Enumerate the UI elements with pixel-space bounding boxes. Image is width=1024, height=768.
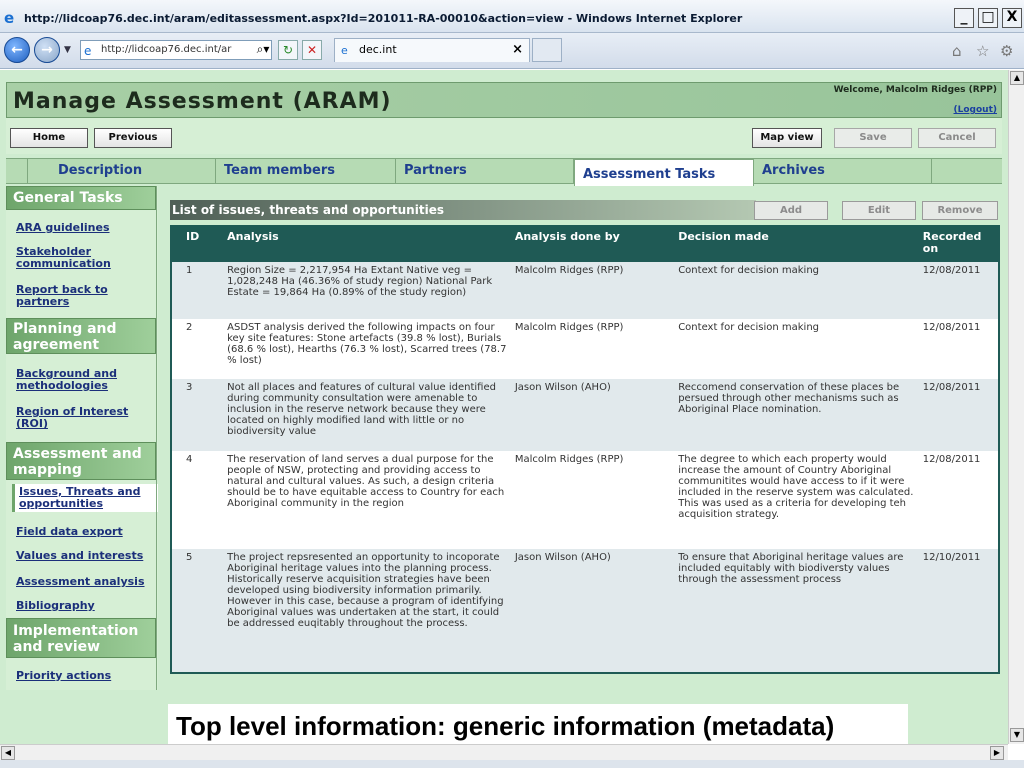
table-row[interactable] <box>171 319 999 379</box>
home-button[interactable]: Home <box>10 128 88 148</box>
scroll-right-icon[interactable]: ▶ <box>990 746 1004 760</box>
favorites-icon[interactable]: ☆ <box>976 42 990 60</box>
settings-gear-icon[interactable]: ⚙ <box>1000 42 1014 60</box>
sidebar-section-implementation: Implementation and review <box>6 618 156 658</box>
cell-analysis-by: Jason Wilson (AHO) <box>511 379 674 451</box>
cell-decision: The degree to which each property would increase the amount of Country Aboriginal communitites would have access to if it were included in the reserve system was calculated. This was used as a criteria for developing teh acquisition strategy. <box>674 451 919 549</box>
scroll-up-icon[interactable]: ▲ <box>1010 71 1024 85</box>
browser-tab[interactable] <box>334 38 530 62</box>
cell-id: 3 <box>171 379 223 451</box>
table-row[interactable] <box>171 379 999 451</box>
tab-team-members[interactable]: Team members <box>216 159 396 184</box>
scroll-left-icon[interactable]: ◀ <box>1 746 15 760</box>
edit-button[interactable]: Edit <box>842 201 916 220</box>
sidebar-link-bibliography[interactable]: Bibliography <box>16 599 95 612</box>
new-tab-button[interactable] <box>532 38 562 62</box>
window-title-bar <box>0 0 1024 33</box>
cell-analysis: Region Size = 2,217,954 Ha Extant Native veg = 1,028,248 Ha (46.36% of study region) National Park Estate = 19,864 Ha (0.89% of the study region) <box>223 262 511 319</box>
column-header-analysis: Analysis <box>223 226 511 262</box>
cell-analysis: The project repsresented an opportunity to incoporate Aboriginal heritage values into the planning process. Historically reserve acquisition strategies have been developed using biodiversity information primarily. However in this case, because a program of identifying Aboriginal values was undertaken at the start, it could be addressed euqitably throughout the process. <box>223 549 511 673</box>
action-bar <box>6 118 1002 154</box>
tab-ie-icon: e <box>341 44 348 57</box>
cell-decision: Context for decision making <box>674 262 919 319</box>
cell-decision: Context for decision making <box>674 319 919 379</box>
cell-id: 1 <box>171 262 223 319</box>
tab-label: dec.int <box>359 43 397 56</box>
sidebar-link-field-data-export[interactable]: Field data export <box>16 525 123 538</box>
ie-logo-icon: e <box>4 9 15 27</box>
tab-spacer <box>6 159 28 184</box>
cell-recorded-on: 12/08/2011 <box>919 379 999 451</box>
sidebar-link-priority-actions[interactable]: Priority actions <box>16 669 112 682</box>
cell-recorded-on: 12/08/2011 <box>919 262 999 319</box>
sidebar-section-general-tasks: General Tasks <box>6 186 156 210</box>
sidebar-section-assessment: Assessment and mapping <box>6 442 156 480</box>
sidebar <box>6 186 158 690</box>
minimize-button[interactable]: _ <box>954 8 974 28</box>
sidebar-link-region-of-interest[interactable]: Region of Interest (ROI) <box>16 405 129 430</box>
cell-recorded-on: 12/08/2011 <box>919 451 999 549</box>
list-title: List of issues, threats and opportunities <box>170 200 756 220</box>
table-row[interactable] <box>171 262 999 319</box>
close-window-button[interactable]: X <box>1002 8 1022 28</box>
table-header-row <box>171 226 999 262</box>
cell-analysis-by: Malcolm Ridges (RPP) <box>511 319 674 379</box>
search-dropdown-icon[interactable]: ⌕▾ <box>256 42 270 56</box>
window-title: http://lidcoap76.dec.int/aram/editassessment.aspx?Id=201011-RA-00010&action=view - Windows Internet Explorer <box>24 12 743 25</box>
tab-bar <box>6 158 1002 184</box>
cell-analysis: ASDST analysis derived the following impacts on four key site features: Stone artefacts (39.8 % lost), Burials (68.6 % lost), Hearths (76.3 % lost), Scarred trees (78.7 % lost) <box>223 319 511 379</box>
cancel-button[interactable]: Cancel <box>918 128 996 148</box>
scroll-down-icon[interactable]: ▼ <box>1010 728 1024 742</box>
sidebar-link-assessment-analysis[interactable]: Assessment analysis <box>16 575 145 588</box>
tab-archives[interactable]: Archives <box>754 159 932 184</box>
sidebar-divider <box>156 186 157 690</box>
page-title: Manage Assessment (ARAM) <box>13 89 392 114</box>
refresh-icon[interactable]: ↻ <box>278 40 298 60</box>
sidebar-section-planning: Planning and agreement <box>6 318 156 354</box>
cell-analysis-by: Jason Wilson (AHO) <box>511 549 674 673</box>
horizontal-scrollbar[interactable] <box>0 744 1008 760</box>
table-row[interactable] <box>171 451 999 549</box>
sidebar-link-background[interactable]: Background and methodologies <box>16 367 117 392</box>
logout-link[interactable]: (Logout) <box>953 105 997 115</box>
map-view-button[interactable]: Map view <box>752 128 822 148</box>
cell-analysis-by: Malcolm Ridges (RPP) <box>511 451 674 549</box>
cell-analysis: The reservation of land serves a dual purpose for the people of NSW, protecting and providing access to natural and cultural values. As such, a design criteria should be to have equitable access to Country for each Aboriginal community in the region <box>223 451 511 549</box>
cell-id: 4 <box>171 451 223 549</box>
cell-decision: To ensure that Aboriginal heritage values are included equitably with biodiversty values through the assessment process <box>674 549 919 673</box>
app-header <box>6 82 1002 118</box>
save-button[interactable]: Save <box>834 128 912 148</box>
cell-decision: Reccomend conservation of these places be persued through other mechanisms such as Aboriginal Place nomination. <box>674 379 919 451</box>
issues-table <box>170 225 1000 674</box>
status-bar <box>0 760 1024 768</box>
page-icon: e <box>84 44 92 58</box>
remove-button[interactable]: Remove <box>922 201 998 220</box>
page-viewport <box>0 70 1008 744</box>
address-text: http://lidcoap76.dec.int/ar <box>101 44 232 55</box>
home-icon[interactable]: ⌂ <box>952 42 962 60</box>
browser-toolbar <box>0 33 1024 69</box>
previous-button[interactable]: Previous <box>94 128 172 148</box>
tab-partners[interactable]: Partners <box>396 159 574 184</box>
welcome-text: Welcome, Malcolm Ridges (RPP) <box>833 85 997 95</box>
cell-recorded-on: 12/10/2011 <box>919 549 999 673</box>
column-header-decision-made: Decision made <box>674 226 919 262</box>
back-icon[interactable]: ← <box>4 37 30 63</box>
sidebar-link-values-and-interests[interactable]: Values and interests <box>16 549 144 562</box>
vertical-scrollbar[interactable] <box>1008 70 1024 744</box>
column-header-id: ID <box>171 226 223 262</box>
tab-close-icon[interactable]: × <box>512 42 523 57</box>
tab-assessment-tasks[interactable]: Assessment Tasks <box>574 159 754 186</box>
cell-id: 2 <box>171 319 223 379</box>
tab-description[interactable]: Description <box>30 159 216 184</box>
table-row[interactable] <box>171 549 999 673</box>
sidebar-link-ara-guidelines[interactable]: ARA guidelines <box>16 221 110 234</box>
cell-id: 5 <box>171 549 223 673</box>
history-dropdown-icon[interactable]: ▼ <box>64 45 71 55</box>
cell-analysis-by: Malcolm Ridges (RPP) <box>511 262 674 319</box>
maximize-button[interactable]: □ <box>978 8 998 28</box>
add-button[interactable]: Add <box>754 201 828 220</box>
sidebar-link-stakeholder-communication[interactable]: Stakeholder communication <box>16 245 111 270</box>
stop-icon[interactable]: ✕ <box>302 40 322 60</box>
cell-recorded-on: 12/08/2011 <box>919 319 999 379</box>
sidebar-link-issues-threats[interactable]: Issues, Threats and opportunities <box>12 484 158 512</box>
forward-icon[interactable]: → <box>34 37 60 63</box>
column-header-analysis-done-by: Analysis done by <box>511 226 674 262</box>
slide-caption: Top level information: generic information (metadata) <box>168 704 908 744</box>
address-input[interactable] <box>80 40 272 60</box>
cell-analysis: Not all places and features of cultural value identified during community consultation were amenable to inclusion in the reserve network because they were located on highly modified land with little or no biodiversity value <box>223 379 511 451</box>
column-header-recorded-on: Recorded on <box>919 226 999 262</box>
sidebar-link-report-back-to-partners[interactable]: Report back to partners <box>16 283 108 308</box>
